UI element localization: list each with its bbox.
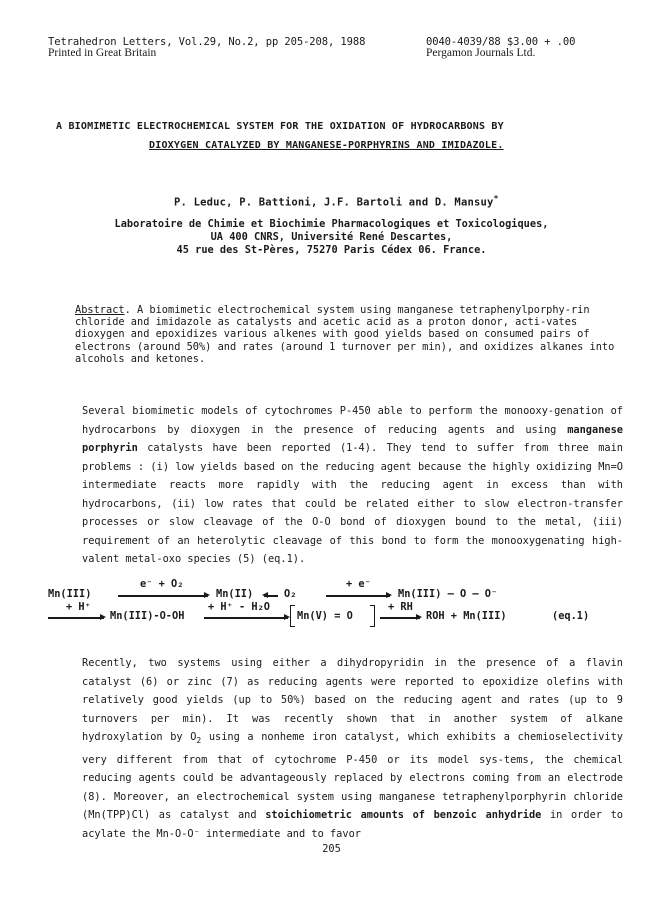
abstract xyxy=(75,304,615,365)
right-arrow-icon xyxy=(48,617,104,619)
eq-arrow2-label: + e⁻ xyxy=(346,578,371,590)
issn-price: 0040-4039/88 $3.00 + .00 xyxy=(426,36,576,48)
para1-bold: manganese porphyrin xyxy=(82,423,623,454)
corresponding-author-mark: * xyxy=(493,194,499,203)
para1-text-a: Several biomimetic models of cytochromes P-450 able to perform the monooxy-genation of hydrocarbons by dioxygen in the presence of reducing agents and using xyxy=(82,405,623,436)
publisher: Pergamon Journals Ltd. xyxy=(426,47,536,59)
left-bracket xyxy=(290,605,295,627)
right-arrow-icon xyxy=(204,617,288,619)
right-arrow-icon xyxy=(326,595,390,597)
printed-in: Printed in Great Britain xyxy=(48,47,157,59)
eq-oxo-species: Mn(V) = O xyxy=(297,610,353,622)
author-list: P. Leduc, P. Battioni, J.F. Bartoli and D. Mansuy xyxy=(174,196,494,209)
eq-arrow4-label: + H⁺ - H₂O xyxy=(208,601,270,613)
eq-arrow3-label: + H⁺ xyxy=(66,601,91,613)
abstract-label: Abstract xyxy=(75,304,125,316)
para2-text-b: using a nonheme iron catalyst, which exhibits a chemioselectivity very different from that of cytochrome P-450 or its model sys-tems, the chemical reducing agents could be advantageously replaced by electrons coming from an electrode (8). Moreover, an electrochemical system using manganese tetraphenylporphyrin chloride (Mn(TPP)Cl) as catalyst and xyxy=(82,731,623,822)
right-arrow-icon xyxy=(380,617,420,619)
affiliation-line3: 45 rue des St-Pères, 75270 Paris Cédex 06. France. xyxy=(176,244,487,256)
para2-text-a: Recently, two systems using either a dihydropyridin in the presence of a flavin catalyst (6) or zinc (7) as reducing agents were reported to epoxidize olefins with relatively good yields (up to 50%) based on the reducing agent and rates (up to 9 turnovers per min). It was recently shown that in another system of alkane hydroxylation by O xyxy=(82,657,623,743)
para2-bold: stoichiometric amounts of benzoic anhydride xyxy=(265,809,542,822)
left-arrow-icon xyxy=(264,595,278,597)
page-number: 205 xyxy=(322,843,341,855)
eq-peroxo-anion: Mn(III) – O – O⁻ xyxy=(398,588,498,600)
paragraph-1 xyxy=(48,402,623,569)
para2-text-c: in order to acylate the Mn-O-O⁻ intermediate and to favor xyxy=(82,809,623,840)
journal-citation: Tetrahedron Letters, Vol.29, No.2, pp 205-208, 1988 xyxy=(48,36,366,48)
affiliation-line1: Laboratoire de Chimie et Biochimie Pharmacologiques et Toxicologiques, xyxy=(114,218,549,230)
para1-text-b: catalysts have been reported (1-4). They tend to suffer from three main problems : (i) low yields based on the reducing agent because the highly oxidizing Mn=O intermediate reacts more rapidly with the reducing agent in excess than with hydrocarbons, (ii) low rates that could be related either to slow electron-transfer processes or slow cleavage of the O-O bond of dioxygen bound to the metal, (iii) requirement of an heterolytic cleavage of this bond to form the monooxygenating high-valent metal-oxo species (5) (eq.1). xyxy=(82,442,623,565)
eq-label: (eq.1) xyxy=(552,610,590,622)
right-arrow-icon xyxy=(118,595,208,597)
eq-products: ROH + Mn(III) xyxy=(426,610,507,622)
authors xyxy=(174,194,499,209)
paragraph-2 xyxy=(48,654,623,843)
eq-arrow5-label: + RH xyxy=(388,601,413,613)
eq-mn-iii: Mn(III) xyxy=(48,588,92,600)
eq-mn-ii: Mn(II) xyxy=(216,588,254,600)
eq-hydroperoxo: Mn(III)-O-OH xyxy=(110,610,185,622)
eq-arrow1-label: e⁻ + O₂ xyxy=(140,578,184,590)
eq-o2: O₂ xyxy=(284,588,297,600)
para2-sub: 2 xyxy=(196,736,202,746)
paper-title-line1: A BIOMIMETIC ELECTROCHEMICAL SYSTEM FOR THE OXIDATION OF HYDROCARBONS BY xyxy=(56,121,504,132)
abstract-text: . A biomimetic electrochemical system using manganese tetraphenylporphy-rin chloride and imidazole as catalysts and acetic acid as a proton donor, acti-vates dioxygen and epoxidizes various alkenes with good yields based on consumed pairs of electrons (around 50%) and rates (around 1 turnover per min), and oxidizes alkanes into alcohols and ketones. xyxy=(75,304,615,365)
affiliation-line2: UA 400 CNRS, Université René Descartes, xyxy=(210,231,453,243)
right-bracket xyxy=(370,605,375,627)
paper-title-line2: DIOXYGEN CATALYZED BY MANGANESE-PORPHYRINS AND IMIDAZOLE. xyxy=(149,140,504,151)
